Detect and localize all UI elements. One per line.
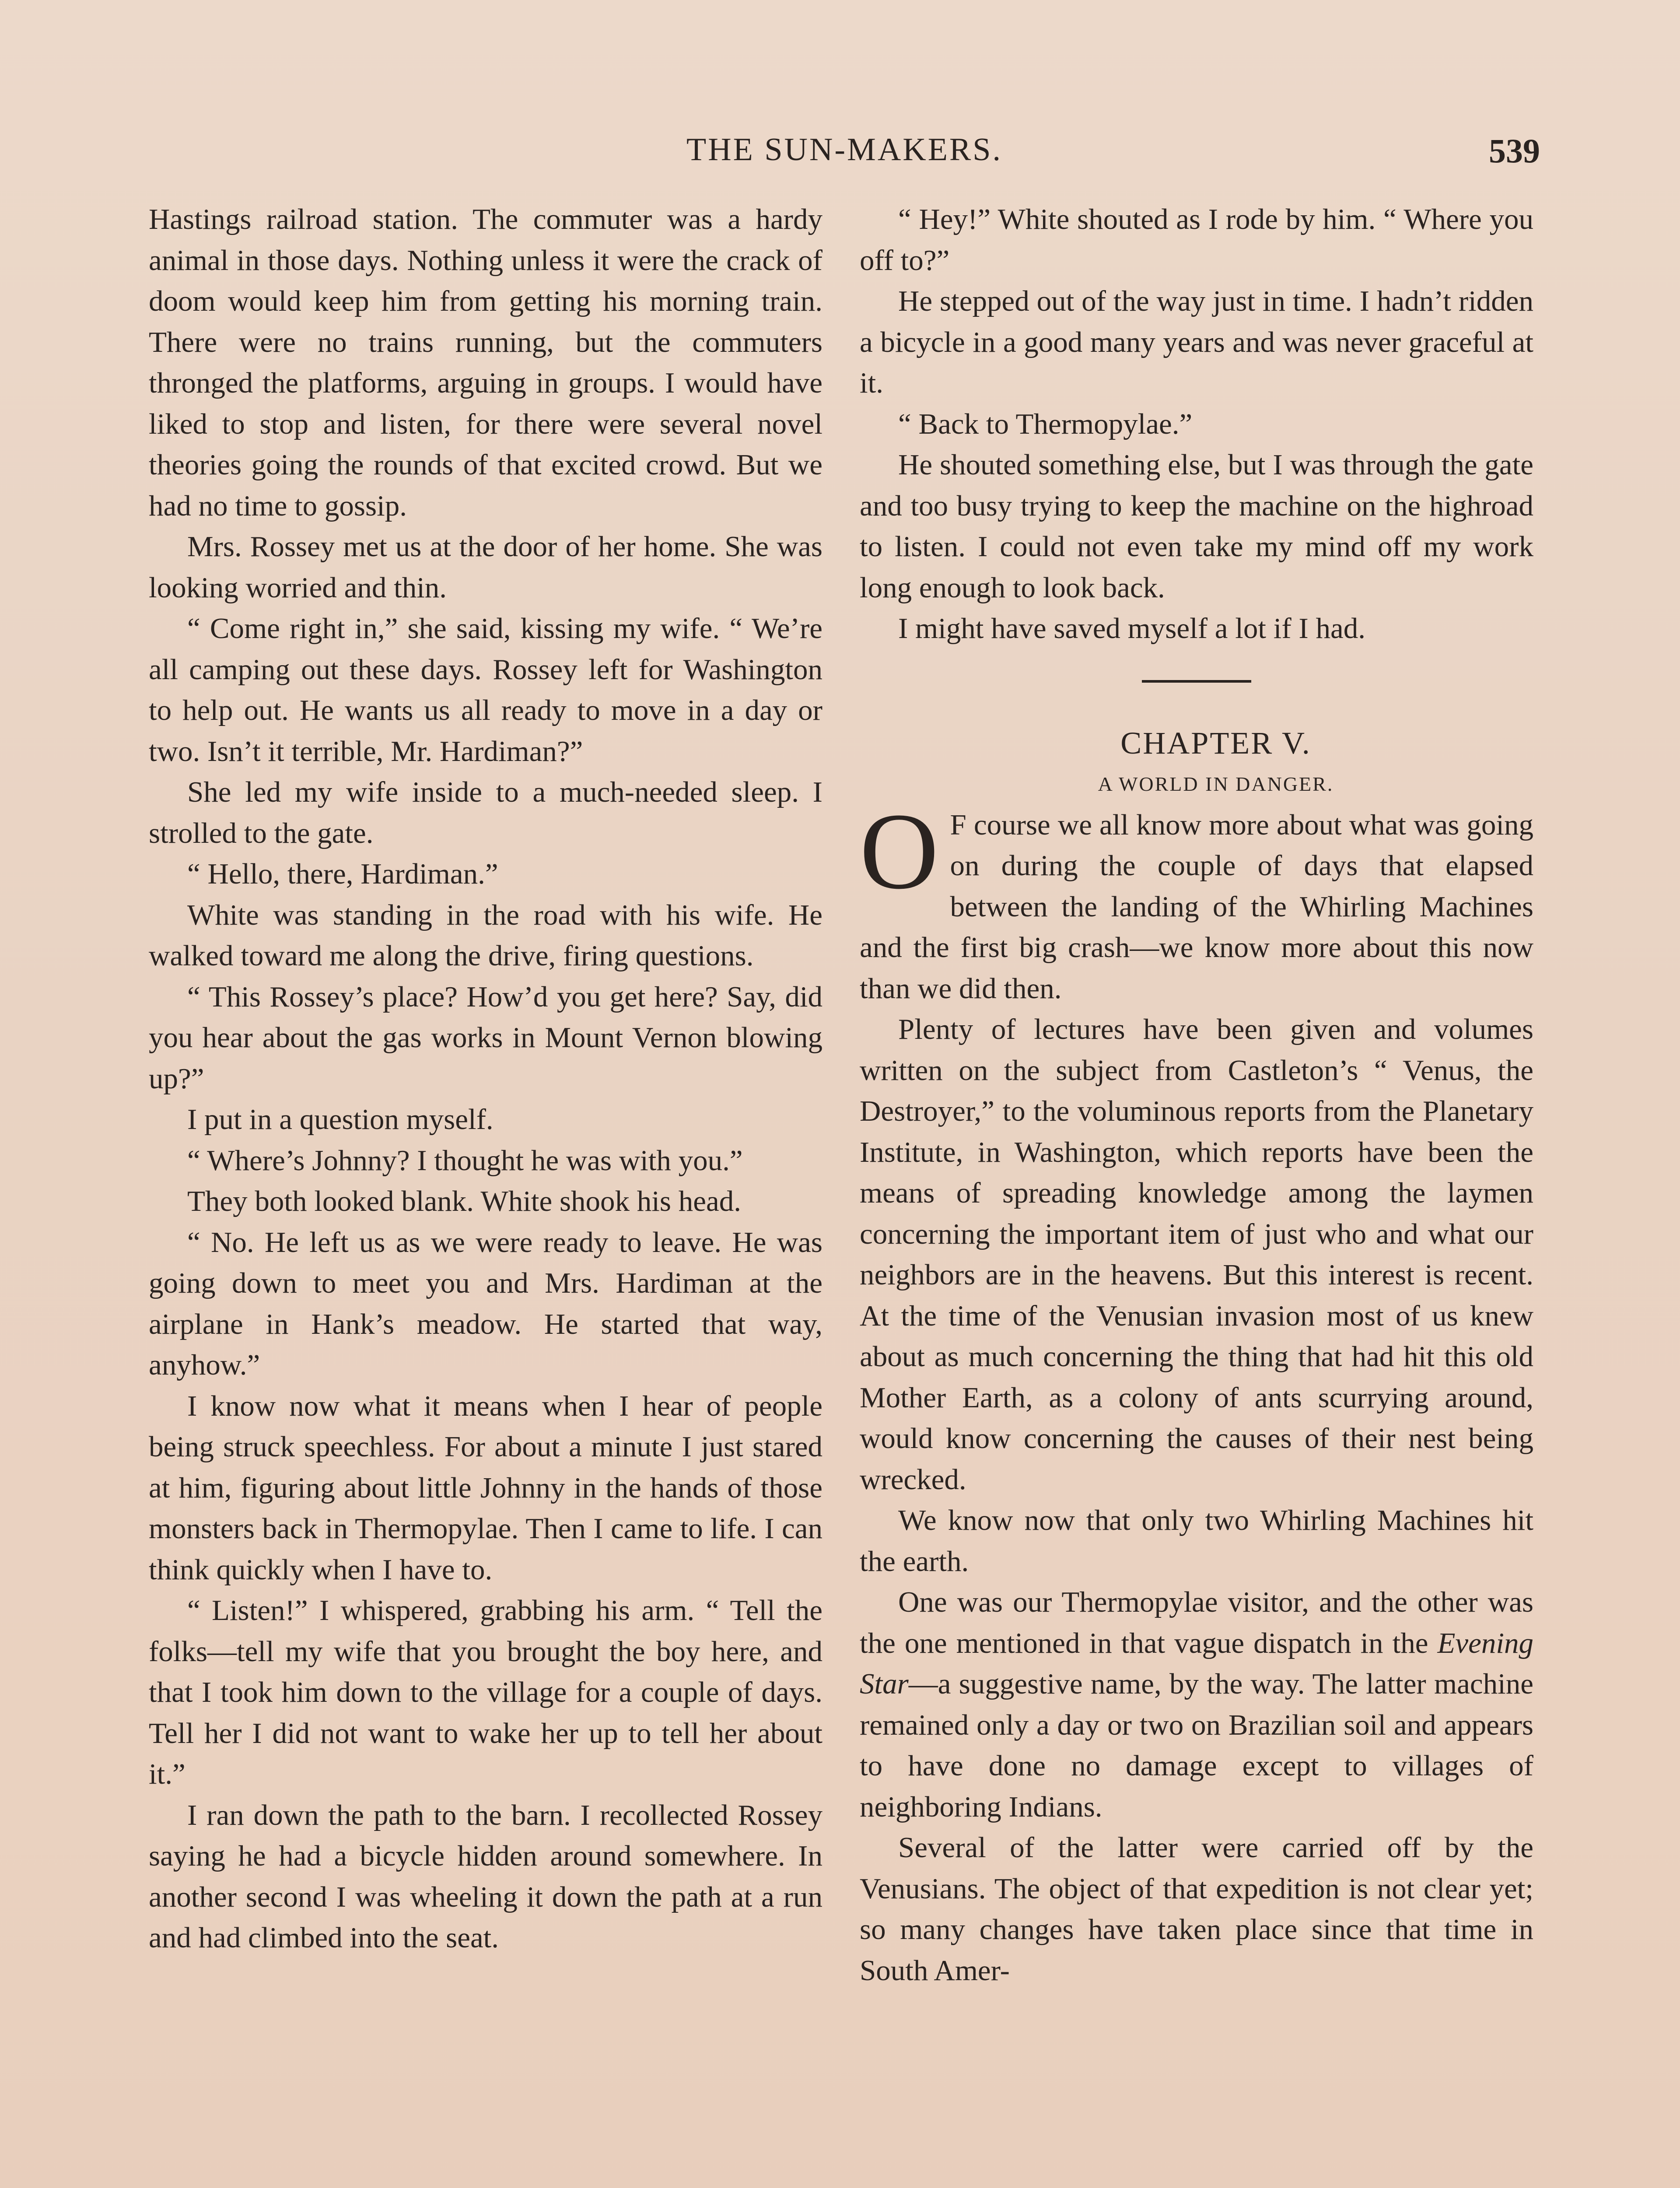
newspaper-title: Evening Star: [860, 1627, 1533, 1700]
paragraph: [860, 1582, 1533, 1827]
chapter-title: CHAPTER V.: [1120, 725, 1311, 761]
paragraph: “ Back to Thermopylae.”: [898, 407, 1193, 440]
section-divider: [1142, 680, 1251, 683]
paragraph: White was standing in the road with his wife. He walked toward me along the drive, firing questions.: [149, 898, 822, 972]
paragraph: Plenty of lectures have been given and volumes written on the subject from Castleton’s “ Venus, the Destroyer,” to the voluminous reports from the Planetary Institute, in Washington, which reports have been the means of spreading knowledge among the laymen concerning the important item of just who and what our neighbors are in the heavens. But this interest is recent. At the time of the Venusian invasion most of us knew about as much concerning the thing that had hit this old Mother Earth, as a colony of ants scurrying around, would know concerning the causes of their nest being wrecked.: [860, 1013, 1533, 1496]
paragraph: She led my wife inside to a much-needed sleep. I strolled to the gate.: [149, 776, 822, 849]
paragraph: “ Hello, there, Hardiman.”: [187, 858, 498, 890]
paragraph-text: F course we all know more about what was going on during the couple of days that elapsed between the landing of the Whirling Machines and the first big crash—we know more about this now than we did then.: [860, 808, 1533, 1005]
paragraph: He shouted something else, but I was through the gate and too busy trying to keep the machine on the highroad to listen. I could not even take my mind off my work long enough to look back.: [860, 449, 1533, 604]
paragraph: Several of the latter were carried off by the Venusians. The object of that expedition is not clear yet; so many changes have taken place since that time in South Amer-: [860, 1831, 1533, 1987]
paragraph: He stepped out of the way just in time. I hadn’t ridden a bicycle in a good many years and was never graceful at it.: [860, 285, 1533, 399]
chapter-opening-paragraph: [860, 790, 1533, 1010]
paragraph: I might have saved myself a lot if I had.: [898, 612, 1365, 645]
paragraph: I ran down the path to the barn. I recollected Rossey saying he had a bicycle hidden around somewhere. In another second I was wheeling it down the path at a run and had climbed into the seat.: [149, 1799, 822, 1954]
paragraph: They both looked blank. White shook his head.: [187, 1185, 741, 1217]
paragraph-text: One was our Thermopylae visitor, and the other was the one mentioned in that vague dispatch in the: [860, 1586, 1533, 1659]
paragraph: Mrs. Rossey met us at the door of her home. She was looking worried and thin.: [149, 530, 822, 604]
paragraph: “ Listen!” I whispered, grabbing his arm. “ Tell the folks—tell my wife that you brought the boy here, and that I took him down to the village for a couple of days. Tell her I did not want to wake her up to tell her about it.”: [149, 1594, 822, 1790]
paragraph: I know now what it means when I hear of people being struck speechless. For about a minute I just stared at him, figuring about little Johnny in the hands of those monsters back in Thermopylae. Then I came to life. I can think quickly when I have to.: [149, 1389, 822, 1586]
paragraph: “ Hey!” White shouted as I rode by him. “ Where you off to?”: [860, 203, 1533, 277]
paragraph: “ Come right in,” she said, kissing my wife. “ We’re all camping out these days. Rossey left for Washington to help out. He wants us all ready to move in a day or two. Isn’t it terrible, Mr. Hardiman?”: [149, 612, 822, 768]
paragraph: “ Where’s Johnny? I thought he was with you.”: [187, 1144, 743, 1177]
paragraph: I put in a question myself.: [187, 1103, 494, 1136]
paragraph: “ No. He left us as we were ready to leave. He was going down to meet you and Mrs. Hardiman at the airplane in Hank’s meadow. He started that way, anyhow.”: [149, 1226, 822, 1381]
running-title: THE SUN-MAKERS.: [686, 132, 1002, 168]
paragraph: We know now that only two Whirling Machines hit the earth.: [860, 1504, 1533, 1578]
drop-cap: O: [860, 790, 939, 912]
page-header: [149, 131, 1540, 179]
paragraph-text: —a suggestive name, by the way. The latter machine remained only a day or two on Brazilian soil and appears to have done no damage except to villages of neighboring Indians.: [860, 1668, 1533, 1823]
chapter-subtitle: A WORLD IN DANGER.: [1098, 773, 1334, 795]
right-column: [860, 199, 1533, 1991]
left-column: [149, 199, 822, 1959]
paragraph: “ This Rossey’s place? How’d you get here? Say, did you hear about the gas works in Mount Vernon blowing up?”: [149, 980, 822, 1095]
paragraph: Hastings railroad station. The commuter was a hardy animal in those days. Nothing unless it were the crack of doom would keep him from getting his morning train. There were no trains running, but the commuters thronged the platforms, arguing in groups. I would have liked to stop and listen, for there were several novel theories going the rounds of that excited crowd. But we had no time to gossip.: [149, 203, 822, 522]
page-number: 539: [1489, 132, 1540, 170]
